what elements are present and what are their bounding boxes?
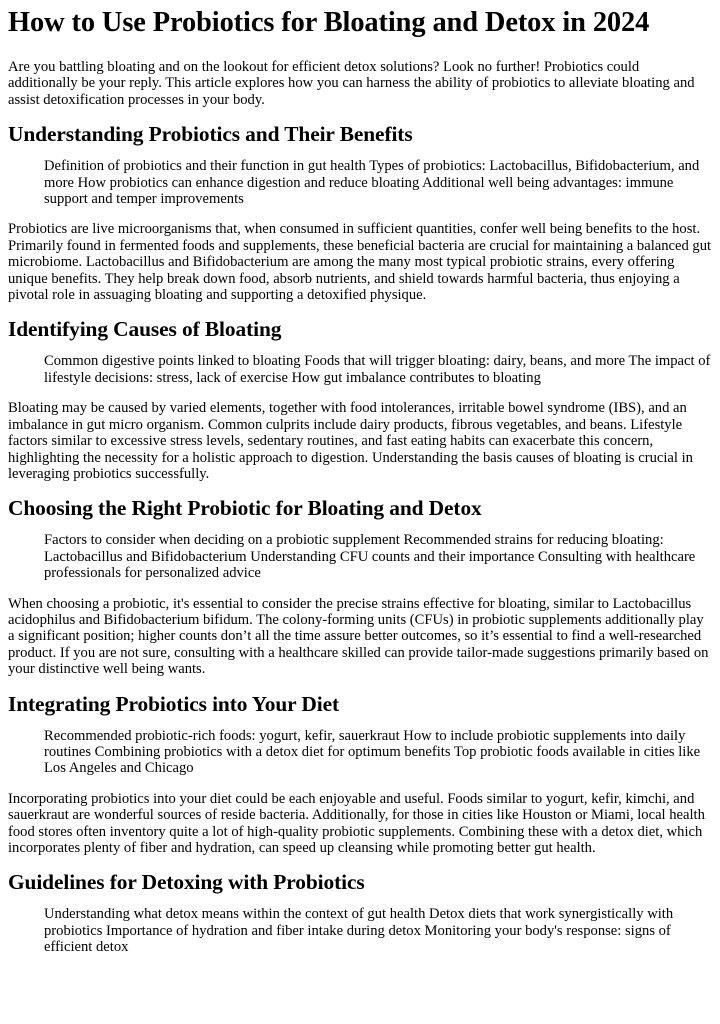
section-choosing-probiotic — [8, 496, 712, 677]
article — [0, 7, 720, 956]
section-body: Probiotics are live microorganisms that, when consumed in sufficient quantities, confer well being benefits to the host. Primarily found in fermented foods and supplements, these beneficial bacteria are crucial for maintaining a balanced gut microbiome. Lactobacillus and Bifidobacterium are among the many most typical probiotic strains, every offering unique benefits. They help break down food, absorb nutrients, and shield towards harmful bacteria, thus enjoying a pivotal role in assuaging bloating and supporting a detoxified physique. — [8, 221, 712, 304]
section-summary: Understanding what detox means within the context of gut health Detox diets that work synergistically with probiotics Importance of hydration and fiber intake during detox Monitoring your body's response: signs of efficient detox — [44, 906, 674, 956]
section-heading: Integrating Probiotics into Your Diet — [8, 691, 340, 716]
section-body: Bloating may be caused by varied elements, together with food intolerances, irritable bowel syndrome (IBS), and an imbalance in gut micro organism. Common culprits include dairy products, fibrous vegetables, and beans. Lifestyle factors similar to excessive stress levels, sedentary routines, and fast eating habits can exacerbate this concern, highlighting the necessity for a holistic approach to digestion. Understanding the basis causes of bloating is crucial in leveraging probiotics successfully. — [8, 400, 693, 482]
section-summary: Factors to consider when deciding on a probiotic supplement Recommended strains for reducing bloating: Lactobacillus and Bifidobacterium Understanding CFU counts and their importance Consulting with healthcare professionals for personalized advice — [44, 532, 696, 582]
section-detox-guidelines — [8, 870, 712, 955]
section-summary: Common digestive points linked to bloating Foods that will trigger bloating: dairy, beans, and more The impact of lifestyle decisions: stress, lack of exercise How gut imbalance contributes to bloating — [44, 353, 711, 386]
section-heading: Guidelines for Detoxing with Probiotics — [8, 870, 365, 895]
section-heading: Identifying Causes of Bloating — [8, 317, 282, 342]
section-summary: Recommended probiotic-rich foods: yogurt, kefir, sauerkraut How to include probiotic supplements into daily routines Combining probiotics with a detox diet for optimum benefits Top probiotic foods available in cities like Los Angeles and Chicago — [44, 727, 701, 777]
section-integrating-probiotics — [8, 692, 712, 857]
intro-paragraph: Are you battling bloating and on the lookout for efficient detox solutions? Look no further! Probiotics could additionally be your reply. This article explores how you can harness the ability of probiotics to alleviate bloating and assist detoxification processes in your body. — [8, 59, 695, 108]
page-title: How to Use Probiotics for Bloating and Detox in 2024 — [8, 7, 650, 38]
section-heading: Understanding Probiotics and Their Benefits — [8, 122, 413, 147]
section-causes-of-bloating — [8, 317, 712, 482]
section-body: When choosing a probiotic, it's essential to consider the precise strains effective for bloating, similar to Lactobacillus acidophilus and Bifidobacterium bifidum. The colony-forming units (CFUs) in probiotic supplements additionally play a significant position; higher counts don’t all the time assure better outcomes, so it’s essential to find a well-researched product. If you are not sure, consulting with a healthcare skilled can provide tailor-made suggestions primarily based on your distinctive well being wants. — [8, 595, 709, 678]
section-understanding-probiotics — [8, 122, 712, 303]
section-body: Incorporating probiotics into your diet could be each enjoyable and useful. Foods similar to yogurt, kefir, kimchi, and sauerkraut are wonderful sources of reside bacteria. Additionally, for those in cities like Houston or Miami, local health food stores often inventory quite a lot of high-quality probiotic supplements. Combining these with a detox diet, which incorporates plenty of fiber and hydration, can speed up cleansing while promoting better gut health. — [8, 790, 705, 856]
section-heading: Choosing the Right Probiotic for Bloating and Detox — [8, 496, 482, 521]
section-summary: Definition of probiotics and their function in gut health Types of probiotics: Lactobacillus, Bifidobacterium, and more How probiotics can enhance digestion and reduce bloating Additional well being advantages: immune support and temper improvements — [44, 158, 700, 208]
